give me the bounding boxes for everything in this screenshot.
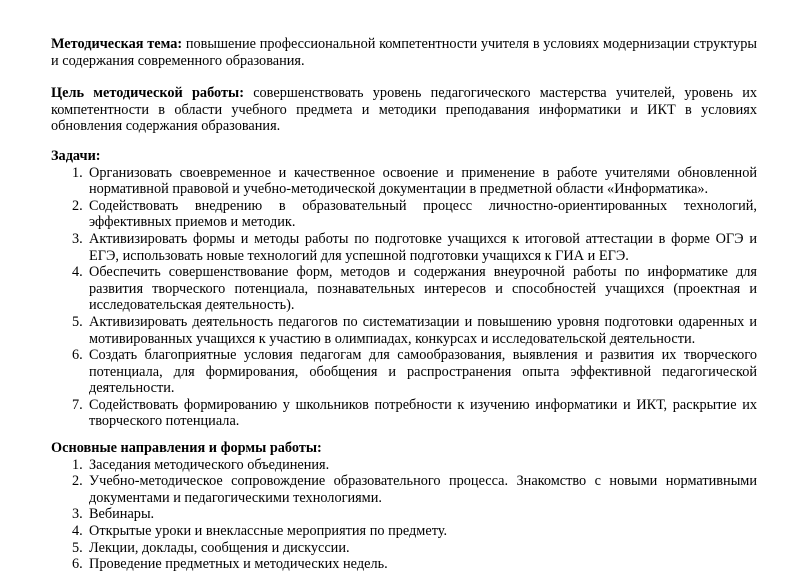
directions-heading-label: Основные направления и формы работы: — [51, 440, 322, 457]
item-number: 4. — [72, 523, 83, 540]
goal-text: совершенствовать уровень педагогического мастерства учителей, уровень их компетентности в области учебного предмета и методики преподавания информатики и ИКТ в условиях обновления содержания образования. — [51, 85, 757, 135]
goal-paragraph — [51, 85, 757, 135]
item-text: Содействовать формированию у школьников потребности к изучению информатики и ИКТ, раскрытие их творческого потенциала. — [89, 396, 757, 430]
item-number: 1. — [72, 456, 83, 473]
direction-item-6 — [51, 556, 757, 573]
direction-item-1 — [51, 457, 757, 474]
item-text: Открытые уроки и внеклассные мероприятия по предмету. — [89, 523, 448, 540]
task-item-1 — [51, 165, 757, 198]
item-number: 1. — [72, 164, 83, 181]
item-number: 5. — [72, 539, 83, 556]
direction-item-2 — [51, 473, 757, 506]
item-text: Учебно-методическое сопровождение образовательного процесса. Знакомство с новыми нормативными документами и педагогическими технологиями. — [89, 473, 757, 506]
task-item-4 — [51, 264, 757, 314]
tasks-heading-label: Задачи: — [51, 147, 101, 164]
item-number: 3. — [72, 506, 83, 523]
methodical-theme-paragraph — [51, 36, 757, 69]
direction-item-4 — [51, 523, 757, 540]
item-text: Активизировать деятельность педагогов по систематизации и повышению уровня подготовки одаренных и мотивированных учащихся к участию в олимпиадах, конкурсах и исследовательской деятельности. — [89, 313, 757, 347]
item-text: Активизировать формы и методы работы по подготовке учащихся к итоговой аттестации в форме ОГЭ и ЕГЭ, использовать новые технологий для успешной подготовки учащихся к ГИА и ЕГЭ. — [89, 230, 757, 264]
task-item-3 — [51, 231, 757, 264]
task-item-6 — [51, 347, 757, 397]
item-text: Проведение предметных и методических недель. — [89, 556, 388, 573]
item-number: 4. — [72, 264, 83, 281]
direction-item-3 — [51, 506, 757, 523]
task-item-7 — [51, 397, 757, 430]
item-text: Содействовать внедрению в образовательный процесс личностно-ориентированных технологий, эффективных приемов и методик. — [89, 197, 757, 231]
task-item-5 — [51, 314, 757, 347]
item-number: 7. — [72, 396, 83, 413]
tasks-heading — [51, 148, 757, 165]
item-text: Обеспечить совершенствование форм, методов и содержания внеурочной работы по информатике для развития творческого потенциала, познавательных интересов и способностей учащихся (проектная и исследовательская деятельность). — [89, 264, 757, 314]
item-number: 2. — [72, 197, 83, 214]
item-text: Лекции, доклады, сообщения и дискуссии. — [89, 539, 350, 556]
item-number: 5. — [72, 313, 83, 330]
methodical-theme-text: повышение профессиональной компетентности учителя в условиях модернизации структуры и содержания современного образования. — [51, 36, 757, 69]
item-text: Создать благоприятные условия педагогам для самообразования, выявления и развития их творческого потенциала, для формирования, обобщения и распространения опыта эффективной педагогической деятельности. — [89, 347, 757, 397]
methodical-theme-label: Методическая тема: — [51, 36, 183, 52]
item-text: Вебинары. — [89, 506, 155, 523]
item-number: 3. — [72, 230, 83, 247]
directions-heading — [51, 440, 757, 457]
direction-item-5 — [51, 540, 757, 557]
item-number: 2. — [72, 473, 83, 490]
item-number: 6. — [72, 347, 83, 364]
goal-label: Цель методической работы: — [51, 85, 244, 102]
item-text: Организовать своевременное и качественное освоение и применение в работе учителями обновленной нормативной правовой и учебно-методической документации в предметной области «Информатика». — [89, 164, 757, 198]
tasks-list — [51, 165, 757, 431]
item-text: Заседания методического объединения. — [89, 456, 330, 473]
item-number: 6. — [72, 556, 83, 573]
directions-list — [51, 457, 757, 573]
task-item-2 — [51, 198, 757, 231]
